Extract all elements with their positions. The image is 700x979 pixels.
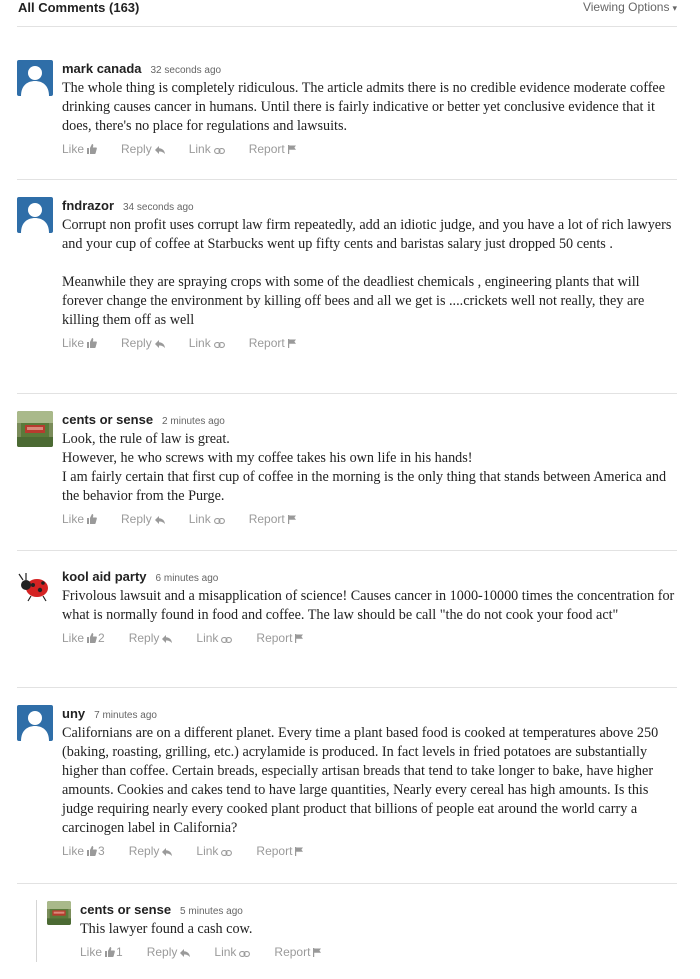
- photo-avatar[interactable]: [17, 411, 53, 447]
- like-button[interactable]: [80, 944, 123, 961]
- comment-author[interactable]: cents or sense: [80, 902, 172, 917]
- comment-paragraph: The whole thing is completely ridiculous. The article admits there is no credible evidence moderate coffee drinking causes cancer in humans. Until there is fairly indicative or better yet conclusive evidence that it does, there's no place for regulations and lawsuits.: [62, 80, 666, 134]
- reply-label: Reply: [128, 844, 160, 858]
- link-button[interactable]: [189, 511, 225, 528]
- reply-button[interactable]: [121, 511, 165, 528]
- comment-paragraph: Meanwhile they are spraying crops with some of the deadliest chemicals , engineering plants that will forever change the environment by killing off bees and all we get is ....crickets well not really, they are killing them off as well: [62, 274, 645, 328]
- comment-author[interactable]: kool aid party: [62, 569, 147, 584]
- link-button[interactable]: [189, 335, 225, 352]
- viewing-options-label: Viewing Options: [582, 0, 670, 14]
- like-label: Like: [80, 945, 103, 959]
- comment-timestamp: 7 minutes ago: [94, 710, 157, 721]
- thumbs-up-icon: [105, 945, 115, 961]
- viewing-options-dropdown[interactable]: [583, 0, 677, 14]
- report-button[interactable]: [256, 630, 303, 647]
- reply-thread-line: [36, 900, 37, 962]
- link-label: Link: [196, 844, 219, 858]
- flag-icon: [288, 512, 296, 528]
- chain-link-icon: [214, 512, 225, 528]
- report-label: Report: [256, 844, 293, 858]
- chain-link-icon: [214, 336, 225, 352]
- default-avatar[interactable]: [17, 705, 53, 741]
- comment-text: [62, 216, 677, 330]
- comment-divider: [17, 883, 677, 884]
- comment-text: [62, 587, 677, 625]
- reply-arrow-icon: [155, 142, 165, 158]
- report-button[interactable]: [274, 944, 321, 961]
- like-label: Like: [62, 336, 85, 350]
- comment-divider: [17, 393, 677, 394]
- reply-button[interactable]: [129, 630, 173, 647]
- thumbs-up-icon: [87, 844, 97, 860]
- comment-text: [62, 724, 677, 838]
- like-button[interactable]: [62, 511, 97, 528]
- reply-button[interactable]: [121, 335, 165, 352]
- comment-paragraph: Frivolous lawsuit and a misapplication of science! Causes cancer in 1000-10000 times the concentration for what is normally found in food and coffee. The law should be call "the do not cook your food act": [62, 588, 675, 623]
- like-label: Like: [62, 512, 85, 526]
- report-label: Report: [248, 512, 285, 526]
- comment-author[interactable]: uny: [62, 706, 86, 721]
- comment-text: [80, 920, 677, 939]
- reply-label: Reply: [128, 631, 160, 645]
- report-label: Report: [256, 631, 293, 645]
- link-label: Link: [196, 631, 219, 645]
- comment-timestamp: 34 seconds ago: [123, 202, 194, 213]
- report-button[interactable]: [249, 511, 296, 528]
- reply-arrow-icon: [155, 336, 165, 352]
- link-label: Link: [214, 945, 237, 959]
- link-button[interactable]: [196, 843, 232, 860]
- comment-text: [62, 79, 677, 136]
- comment-divider: [17, 687, 677, 688]
- reply-label: Reply: [121, 142, 152, 156]
- reply-arrow-icon: [162, 844, 172, 860]
- comment-timestamp: 2 minutes ago: [162, 416, 225, 427]
- flag-icon: [313, 945, 321, 961]
- link-label: Link: [188, 142, 211, 156]
- chain-link-icon: [221, 631, 232, 647]
- comment-line: Look, the rule of law is great.: [62, 431, 230, 447]
- comment-actions: [62, 630, 677, 646]
- chevron-down-icon: ▾: [672, 3, 677, 13]
- comment-author[interactable]: cents or sense: [62, 412, 154, 427]
- link-button[interactable]: [214, 944, 250, 961]
- default-avatar[interactable]: [17, 197, 53, 233]
- report-button[interactable]: [256, 843, 303, 860]
- like-count: 2: [98, 631, 105, 645]
- reply-label: Reply: [121, 512, 152, 526]
- reply-button[interactable]: [121, 141, 165, 158]
- chain-link-icon: [239, 945, 250, 961]
- comment-timestamp: 6 minutes ago: [155, 573, 219, 584]
- chain-link-icon: [221, 844, 232, 860]
- comment-paragraph: Californians are on a different planet. Every time a plant based food is cooked at temperatures above 250 (baking, roasting, grilling, etc.) acrylamide is produced. In fact levels in fried potatoes are substantially higher than coffee. Certain breads, especially artisan breads that tend to take longer to bake, have higher amounts. Cookies and cakes tend to have large quantities, Nearly every cereal has high amounts. Is this judge requiring nearly every cooked plant product that billions of people eat around the world carry a carcinogen label in California?: [62, 725, 659, 836]
- flag-icon: [288, 142, 296, 158]
- comment-actions: [62, 511, 677, 527]
- comment-paragraph: This lawyer found a cash cow.: [80, 921, 253, 937]
- thumbs-up-icon: [87, 142, 97, 158]
- comment-timestamp: 32 seconds ago: [150, 65, 222, 76]
- thumbs-up-icon: [87, 336, 97, 352]
- comments-header: [17, 0, 677, 27]
- like-label: Like: [62, 631, 85, 645]
- comment-actions: [62, 843, 677, 859]
- reply-button[interactable]: [129, 843, 173, 860]
- report-label: Report: [274, 945, 311, 959]
- comment-divider: [17, 550, 677, 551]
- like-button[interactable]: [62, 630, 105, 647]
- flag-icon: [295, 844, 303, 860]
- comment-divider: [17, 179, 677, 180]
- comment-line: I am fairly certain that first cup of coffee in the morning is the only thing that stands between America and the behavior from the Purge.: [62, 469, 667, 504]
- like-label: Like: [62, 844, 85, 858]
- like-count: 1: [116, 945, 123, 959]
- link-button[interactable]: [196, 630, 232, 647]
- report-button[interactable]: [249, 141, 296, 158]
- reply-button[interactable]: [147, 944, 191, 961]
- comments-count-title: All Comments (163): [18, 0, 140, 15]
- comment-actions: [62, 141, 677, 157]
- link-label: Link: [188, 512, 211, 526]
- flag-icon: [295, 631, 303, 647]
- comment-paragraph: Corrupt non profit uses corrupt law firm repeatedly, add an idiotic judge, and you have a lot of rich lawyers and your cup of coffee at Starbucks went up fifty cents and baristas salary just dropped 50 cents .: [62, 217, 672, 252]
- photo-avatar[interactable]: [47, 901, 71, 925]
- like-label: Like: [62, 142, 85, 156]
- report-button[interactable]: [249, 335, 296, 352]
- report-label: Report: [248, 336, 285, 350]
- reply-arrow-icon: [162, 631, 172, 647]
- like-button[interactable]: [62, 141, 97, 158]
- default-avatar[interactable]: [17, 60, 53, 96]
- like-count: 3: [98, 844, 105, 858]
- link-button[interactable]: [189, 141, 225, 158]
- comment-line: However, he who screws with my coffee takes his own life in his hands!: [62, 450, 473, 466]
- link-label: Link: [188, 336, 211, 350]
- reply-arrow-icon: [180, 945, 190, 961]
- comment-text: [62, 430, 677, 506]
- like-button[interactable]: [62, 335, 97, 352]
- comment-author[interactable]: mark canada: [62, 61, 142, 76]
- reply-label: Reply: [146, 945, 178, 959]
- thumbs-up-icon: [87, 512, 97, 528]
- comment-actions: [80, 944, 677, 960]
- like-button[interactable]: [62, 843, 105, 860]
- reply-label: Reply: [121, 336, 152, 350]
- ladybug-avatar[interactable]: [17, 568, 53, 604]
- comment-timestamp: 5 minutes ago: [180, 906, 243, 917]
- comment-author[interactable]: fndrazor: [62, 198, 114, 213]
- report-label: Report: [248, 142, 285, 156]
- flag-icon: [288, 336, 296, 352]
- comment-actions: [62, 335, 677, 351]
- reply-arrow-icon: [155, 512, 165, 528]
- chain-link-icon: [214, 142, 225, 158]
- thumbs-up-icon: [87, 631, 97, 647]
